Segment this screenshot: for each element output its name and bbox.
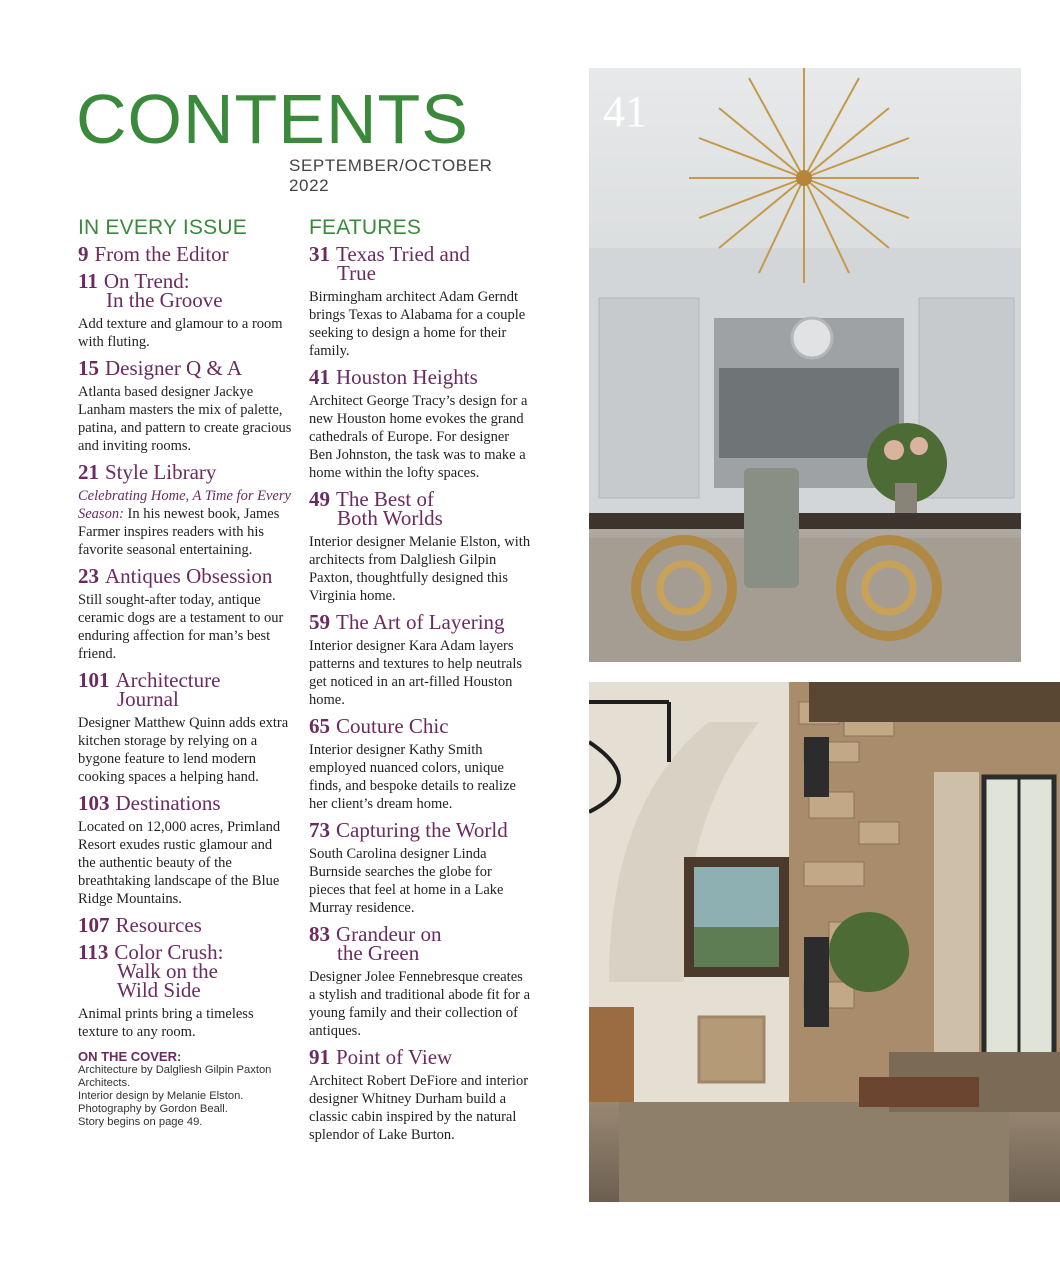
entry-description (309, 392, 531, 482)
entry-description-text: Designer Matthew Quinn adds extra kitchen storage by relying on a bygone feature to lend modern cooking spaces a helping hand. (78, 715, 289, 785)
issue-entry (78, 564, 293, 663)
entry-description-text: Located on 12,000 acres, Primland Resort exudes rustic glamour and the authentic beauty of the breathtaking landscape of the Blue Ridge Mountains. (78, 819, 281, 907)
entry-title-line (309, 610, 531, 634)
entry-title-text: Capturing the World (336, 818, 508, 842)
entry-title-text: The Art of Layering (336, 610, 505, 634)
page-reference: 113 (78, 940, 109, 964)
entry-title-line (78, 913, 293, 937)
entry-description (78, 818, 293, 908)
page-number: 41 (603, 87, 647, 136)
in-every-issue-column (78, 215, 293, 1129)
entry-title-line (309, 365, 531, 389)
entry-title (78, 791, 293, 815)
feature-entry (309, 1045, 531, 1144)
entry-description-text: Still sought-after today, antique ceramic dogs are a testament to our enduring affection for man’s best friend. (78, 592, 284, 662)
entry-title-line (78, 242, 293, 266)
entry-title-line (309, 1045, 531, 1069)
entry-description (78, 487, 293, 559)
entry-title (78, 940, 293, 1002)
living-room-photo (589, 682, 1060, 1202)
entry-description (309, 533, 531, 605)
entry-description (309, 637, 531, 709)
entry-description-text: South Carolina designer Linda Burnside searches the globe for pieces that feel at home in a Lake Murray residence. (309, 846, 504, 916)
page-reference: 103 (78, 791, 110, 815)
in-every-issue-heading: IN EVERY ISSUE (78, 216, 247, 239)
entry-title-text: Style Library (105, 460, 217, 484)
entry-title (78, 269, 293, 312)
feature-entry (309, 365, 531, 482)
issue-entry (78, 940, 293, 1041)
entry-title-text: Destinations (115, 791, 221, 815)
features-heading: FEATURES (309, 216, 422, 239)
page-reference: 9 (78, 242, 89, 266)
entry-description-text: Architect Robert DeFiore and interior designer Whitney Durham build a classic cabin inspired by the natural splendor of Lake Burton. (309, 1073, 529, 1143)
entry-title-line (78, 564, 293, 588)
entry-title (78, 564, 293, 588)
entry-description-text: Interior designer Kathy Smith employed nuanced colors, unique finds, and bespoke details to realize her client’s dream home. (309, 742, 516, 812)
entry-title-text: Color Crush: (114, 940, 224, 964)
entry-title (309, 242, 531, 285)
entry-title-text: the Green (337, 941, 420, 965)
entry-title-text: Couture Chic (336, 714, 449, 738)
feature-entry (309, 922, 531, 1040)
entry-title-text: The Best of (336, 487, 434, 511)
entry-title-text: Houston Heights (336, 365, 478, 389)
issue-entry (78, 668, 293, 786)
issue-entry (78, 913, 293, 937)
entry-title-text: From the Editor (94, 242, 229, 266)
feature-entry (309, 487, 531, 605)
entry-description-text: Animal prints bring a timeless texture to any room. (78, 1006, 254, 1040)
page-reference: 73 (309, 818, 330, 842)
entry-title (78, 356, 293, 380)
entry-description (78, 591, 293, 663)
entry-title-text: Walk on the (117, 959, 218, 983)
entry-title-text: In the Groove (106, 288, 223, 312)
entry-description (78, 714, 293, 786)
book-title: Celebrating Home, A Time for Every Season: (78, 488, 291, 522)
entry-title-line (78, 356, 293, 380)
entry-description-text: Atlanta based designer Jackye Lanham masters the mix of palette, patina, and pattern to create gracious and inviting rooms. (78, 384, 292, 454)
features-column (309, 215, 531, 1152)
entry-description-text: Designer Jolee Fennebresque creates a stylish and traditional abode fit for a young family and their collection of antiques. (309, 969, 531, 1039)
page-reference: 21 (78, 460, 99, 484)
cover-line: Photography by Gordon Beall. (78, 1103, 228, 1115)
entry-description-text: Architect George Tracy’s design for a new Houston home evokes the grand cathedrals of Europe. For designer Ben Johnston, the task was to make a home within the lofty spaces. (309, 393, 528, 481)
entry-description-text: In his newest book, James Farmer inspires readers with his favorite seasonal entertaining. (78, 506, 280, 558)
cover-heading: ON THE COVER: (78, 1049, 182, 1064)
entry-title (309, 818, 531, 842)
cover-line: Interior design by Melanie Elston. (78, 1090, 244, 1102)
issue-date: SEPTEMBER/OCTOBER 2022 (289, 156, 493, 195)
page-reference: 41 (309, 365, 330, 389)
entry-description-text: Add texture and glamour to a room with fluting. (78, 316, 283, 350)
page-reference: 107 (78, 913, 110, 937)
entry-description (78, 1005, 293, 1041)
entry-description (309, 288, 531, 360)
entry-title (309, 1045, 531, 1069)
entry-title-text: True (337, 261, 376, 285)
dining-room-photo (589, 68, 1021, 662)
entry-title (309, 922, 531, 965)
page-reference: 31 (309, 242, 330, 266)
feature-entry (309, 714, 531, 813)
entry-description-text: Birmingham architect Adam Gerndt brings Texas to Alabama for a couple seeking to design a home for their family. (309, 289, 526, 359)
entry-title (309, 487, 531, 530)
entry-title-text: On Trend: (103, 269, 190, 293)
entry-title (78, 460, 293, 484)
page-title: CONTENTS (76, 80, 469, 158)
entry-title-text: Wild Side (117, 978, 201, 1002)
entry-title-text: Designer Q & A (105, 356, 243, 380)
page-reference: 91 (309, 1045, 330, 1069)
entry-title (78, 668, 293, 711)
page-reference: 49 (309, 487, 330, 511)
entry-description-text: Interior designer Melanie Elston, with architects from Dalgliesh Gilpin Paxton, thoughtfully designed this Virginia home. (309, 534, 531, 604)
entry-title-text: Both Worlds (337, 506, 443, 530)
issue-entry (78, 791, 293, 908)
entry-title-line (309, 818, 531, 842)
issue-entry (78, 356, 293, 455)
on-the-cover (78, 1049, 293, 1129)
page-reference: 59 (309, 610, 330, 634)
entry-title-line (78, 791, 293, 815)
entry-title-text: Journal (117, 687, 179, 711)
entry-title (309, 610, 531, 634)
entry-title-text: Point of View (336, 1045, 453, 1069)
entry-title-line (309, 714, 531, 738)
feature-entry (309, 242, 531, 360)
entry-title (78, 242, 293, 266)
entry-title (78, 913, 293, 937)
page-reference: 15 (78, 356, 99, 380)
page-reference: 23 (78, 564, 99, 588)
page-reference: 83 (309, 922, 330, 946)
entry-title-text: Texas Tried and (336, 242, 470, 266)
issue-entry (78, 269, 293, 351)
entry-description-text: Interior designer Kara Adam layers patterns and textures to help neutrals get noticed in an art-filled Houston home. (309, 638, 523, 708)
entry-description (78, 315, 293, 351)
entry-title-text: Architecture (115, 668, 221, 692)
entry-title-line (78, 460, 293, 484)
entry-description (78, 383, 293, 455)
cover-line: Architecture by Dalgliesh Gilpin Paxton Architects. (78, 1064, 272, 1089)
features-list (309, 242, 531, 1144)
in-every-issue-list (78, 242, 293, 1041)
entry-title (309, 365, 531, 389)
entry-title-text: Grandeur on (336, 922, 442, 946)
entry-title-text: Resources (115, 913, 202, 937)
page-reference: 101 (78, 668, 110, 692)
cover-line: Story begins on page 49. (78, 1116, 203, 1128)
feature-entry (309, 818, 531, 917)
entry-description (309, 1072, 531, 1144)
entry-title (309, 714, 531, 738)
page-reference: 11 (78, 269, 98, 293)
issue-entry (78, 460, 293, 559)
entry-description (309, 968, 531, 1040)
entry-description (309, 845, 531, 917)
entry-title-line (78, 668, 293, 692)
issue-entry (78, 242, 293, 266)
entry-description (309, 741, 531, 813)
entry-title-text: Antiques Obsession (105, 564, 273, 588)
page-reference: 65 (309, 714, 330, 738)
feature-entry (309, 610, 531, 709)
